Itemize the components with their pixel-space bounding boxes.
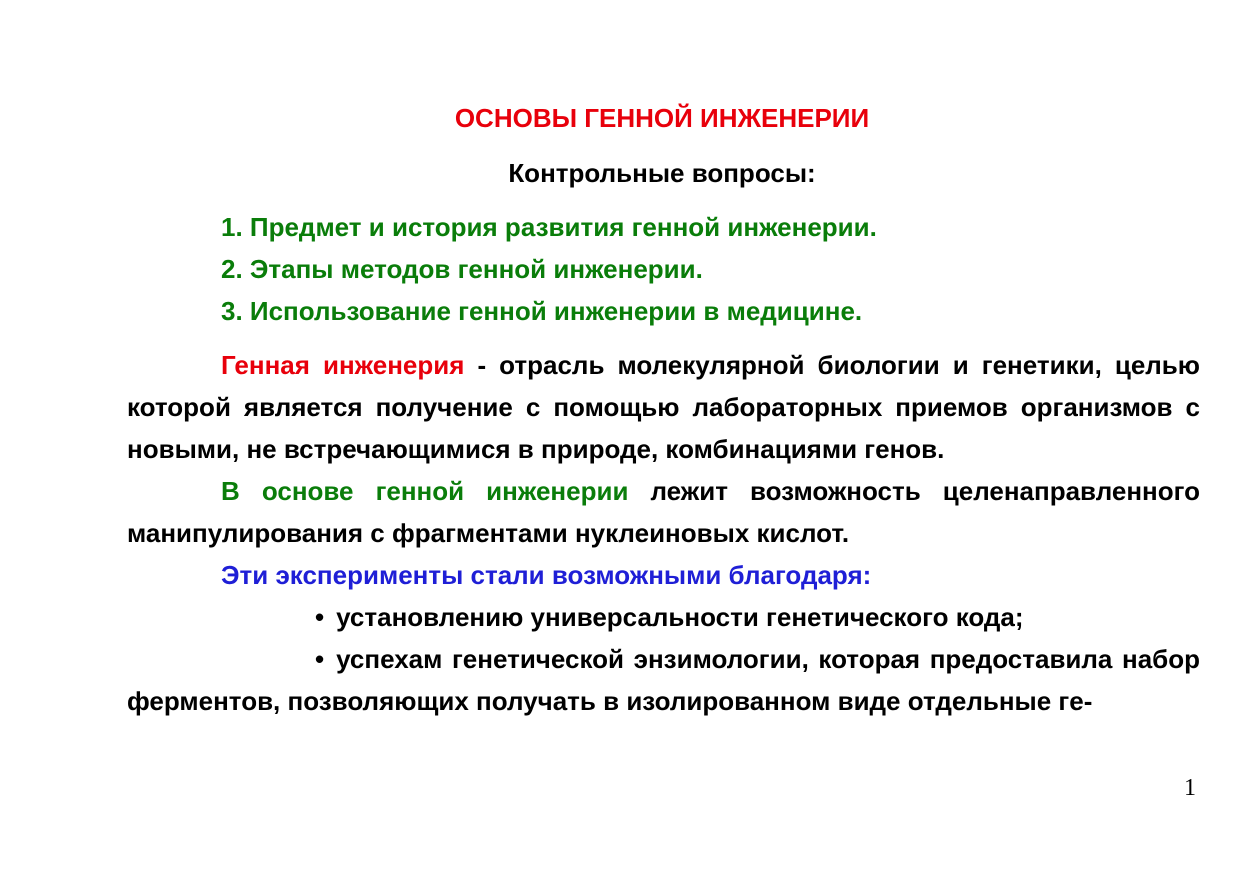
question-item-3: 3. Использование генной инженерии в медицине.: [221, 296, 863, 326]
page-number: 1: [1184, 775, 1196, 801]
experiments-heading-text: Эти эксперименты стали возможными благодаря:: [221, 560, 872, 590]
bullet-text-1: установлению универсальности генетического кода;: [336, 602, 1024, 632]
definition-term: Генная инженерия: [221, 350, 465, 380]
definition-paragraph: [127, 344, 1200, 470]
bullet-item-1: [127, 596, 1200, 638]
experiments-heading: [127, 554, 1200, 596]
page-title: ОСНОВЫ ГЕННОЙ ИНЖЕНЕРИИ: [454, 103, 870, 133]
basis-term: В основе генной инженерии: [221, 476, 629, 506]
bullet-item-2: [127, 638, 1200, 722]
question-item-1: 1. Предмет и история развития генной инженерии.: [221, 212, 877, 242]
bullet-icon: •: [315, 602, 325, 632]
definition-text: - отрасль молекулярной биологии и генетики, целью которой является получение с помощью лабораторных приемов организмов с новыми, не встречающимися в природе, комбинациями генов.: [127, 350, 1200, 464]
control-questions-heading: Контрольные вопросы:: [508, 158, 816, 188]
basis-paragraph: [127, 470, 1200, 554]
bullet-icon: •: [315, 644, 325, 674]
bullet-text-2: успехам генетической энзимологии, которая предоставила набор ферментов, позволяющих получать в изолированном виде отдельные ге-: [127, 644, 1200, 716]
question-item-2: 2. Этапы методов генной инженерии.: [221, 254, 703, 284]
basis-text: лежит возможность целенаправленного манипулирования с фрагментами нуклеиновых кислот.: [127, 476, 1200, 548]
